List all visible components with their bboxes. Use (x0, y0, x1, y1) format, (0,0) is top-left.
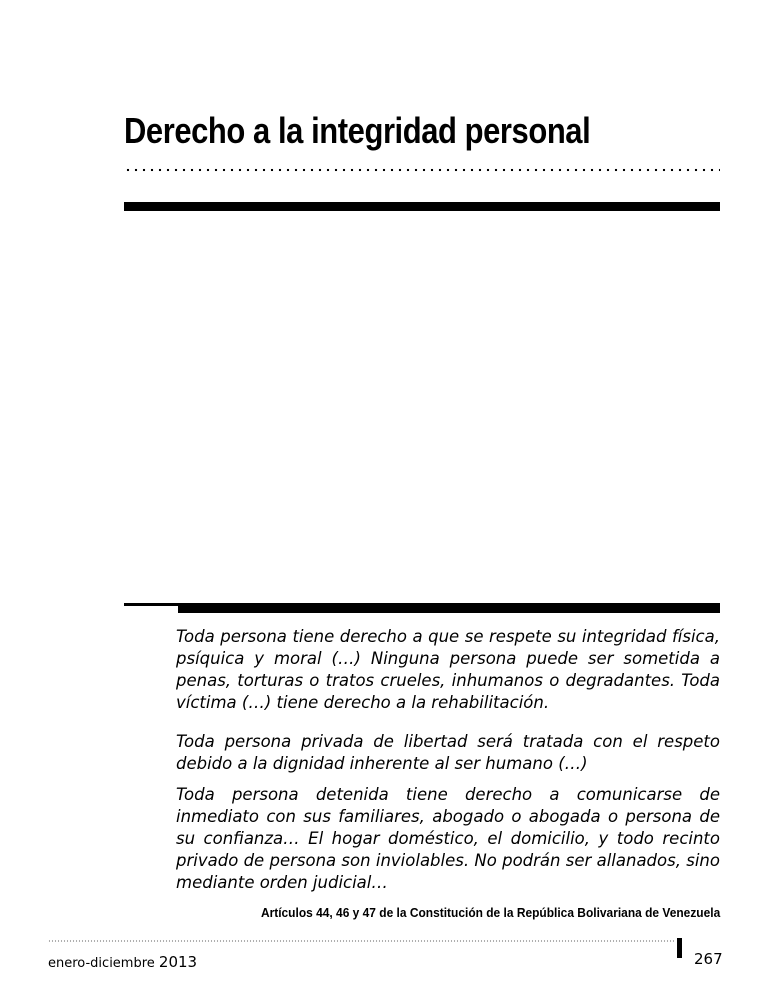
footer-marker (677, 938, 682, 958)
page-number: 267 (694, 950, 723, 968)
page-title: Derecho a la integridad personal (124, 110, 591, 151)
section-rule (178, 603, 720, 613)
quote-source: Artículos 44, 46 y 47 de la Constitución de la República Bolivariana de Venezuela (260, 905, 720, 920)
thin-rule (124, 603, 180, 606)
footer-year: 2013 (158, 953, 198, 971)
quote-paragraph: Toda persona privada de libertad será tratada con el respeto debido a la dignidad inherente al ser humano (…) (176, 732, 720, 773)
footer-date (48, 953, 197, 971)
top-rule (124, 202, 720, 211)
quote-paragraph: Toda persona detenida tiene derecho a comunicarse de inmediato con sus familiares, abogado o abogada o persona de su confianza… El hogar doméstico, el domicilio, y todo recinto privado de persona son inviolables. No podrán ser allanados, sino mediante orden judicial… (176, 785, 720, 892)
footer-period: enero-diciembre (48, 956, 155, 971)
footer-dotted-divider (48, 940, 674, 942)
dotted-divider (124, 168, 720, 172)
quote-paragraph: Toda persona tiene derecho a que se respete su integridad física, psíquica y moral (…) Ninguna persona puede ser sometida a penas, torturas o tratos crueles, inhumanos o degradantes. Toda víctima (…) tiene derecho a la rehabilitación. (176, 627, 720, 712)
